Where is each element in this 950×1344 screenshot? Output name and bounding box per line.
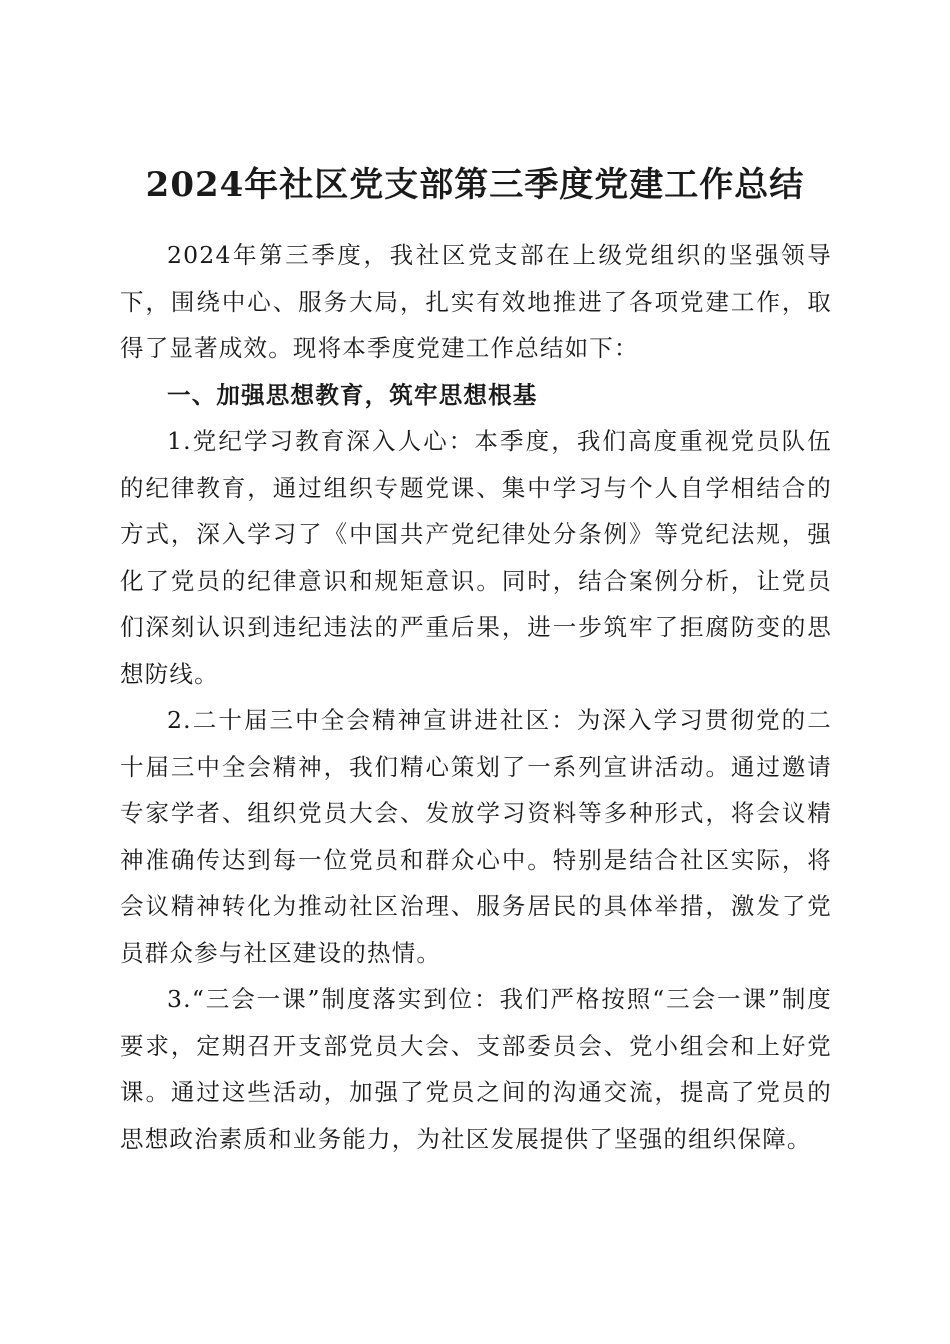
section-heading: 一、加强思想教育，筑牢思想根基 bbox=[167, 380, 538, 409]
intro-paragraph: 2024年第三季度，我社区党支部在上级党组织的坚强领导下，围绕中心、服务大局，扎实有效地推进了各项党建工作，取得了显著成效。现将本季度党建工作总结如下： bbox=[120, 241, 832, 362]
document-body bbox=[120, 232, 832, 1162]
section-item-2: 2.二十届三中全会精神宣讲进社区：为深入学习贯彻党的二十届三中全会精神，我们精心策划了一系列宣讲活动。通过邀请专家学者、组织党员大会、发放学习资料等多种形式，将会议精神准确传达到每一位党员和群众心中。特别是结合社区实际，将会议精神转化为推动社区治理、服务居民的具体举措，激发了党员群众参与社区建设的热情。 bbox=[120, 706, 832, 967]
section-item-3: 3.“三会一课”制度落实到位：我们严格按照“三会一课”制度要求，定期召开支部党员大会、支部委员会、党小组会和上好党课。通过这些活动，加强了党员之间的沟通交流，提高了党员的思想政治素质和业务能力，为社区发展提供了坚强的组织保障。 bbox=[120, 985, 832, 1153]
section-item-1: 1.党纪学习教育深入人心：本季度，我们高度重视党员队伍的纪律教育，通过组织专题党课、集中学习与个人自学相结合的方式，深入学习了《中国共产党纪律处分条例》等党纪法规，强化了党员的纪律意识和规矩意识。同时，结合案例分析，让党员们深刻认识到违纪违法的严重后果，进一步筑牢了拒腐防变的思想防线。 bbox=[120, 427, 832, 688]
document-title: 2024年社区党支部第三季度党建工作总结 bbox=[145, 164, 805, 205]
